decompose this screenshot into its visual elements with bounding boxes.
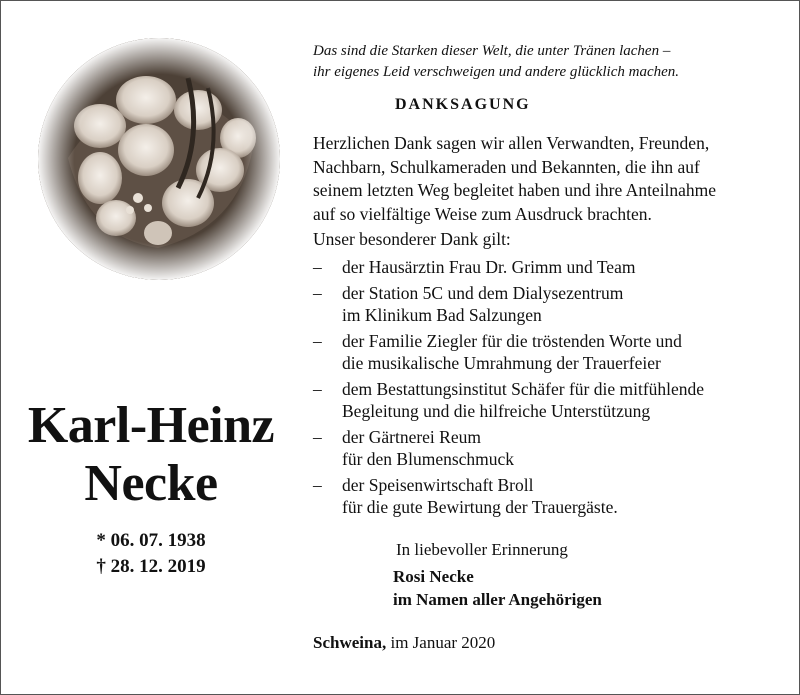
list-item-line: der Hausärztin Frau Dr. Grimm und Team (342, 257, 636, 277)
birth-date: * 06. 07. 1938 (96, 530, 206, 551)
list-item-line: der Speisenwirtschaft Broll (342, 475, 534, 495)
place-and-date (313, 631, 495, 654)
special-thanks-label: Unser besonderer Dank gilt: (313, 229, 511, 249)
motto-line: Das sind die Starken dieser Welt, die unter Tränen lachen – (313, 43, 671, 59)
list-item (313, 426, 704, 470)
flower-bouquet-image (38, 38, 280, 280)
list-item-line: der Station 5C und dem Dialysezentrum (342, 283, 624, 303)
list-item-line: der Gärtnerei Reum (342, 427, 481, 447)
special-thanks-list (313, 256, 704, 522)
flower-bouquet-photo (38, 38, 280, 280)
list-item-line: die musikalische Umrahmung der Trauerfeier (342, 353, 661, 373)
place-town: Schweina, (313, 633, 387, 652)
list-dash: – (313, 257, 322, 277)
motto-line: ihr eigenes Leid verschweigen und andere glücklich machen. (313, 64, 680, 80)
list-item-line: Begleitung und die hilfreiche Unterstützung (342, 401, 651, 421)
list-item-line: der Familie Ziegler für die tröstenden Worte und (342, 331, 682, 351)
deceased-first-name: Karl-Heinz (27, 397, 275, 454)
deceased-last-name: Necke (84, 455, 218, 512)
signer-note: im Namen aller Angehörigen (393, 590, 602, 609)
thanks-line: Herzlichen Dank sagen wir allen Verwandten, Freunden, (313, 133, 710, 153)
signers (393, 565, 602, 611)
list-item (313, 474, 704, 518)
list-item-line: im Klinikum Bad Salzungen (342, 305, 542, 325)
list-item (313, 378, 704, 422)
motto-quote (313, 41, 679, 83)
thanks-line: Nachbarn, Schulkameraden und Bekannten, die ihn auf (313, 156, 700, 177)
list-dash: – (313, 475, 322, 495)
memory-line: In liebevoller Erinnerung (396, 540, 568, 559)
notice-heading: DANKSAGUNG (395, 96, 531, 113)
list-item (313, 330, 704, 374)
death-date: † 28. 12. 2019 (96, 556, 206, 577)
thanks-line: seinem letzten Weg begleitet haben und ihre Anteilnahme (313, 180, 717, 200)
list-dash: – (313, 283, 322, 303)
list-item-line: für die gute Bewirtung der Trauergäste. (342, 497, 618, 517)
list-dash: – (313, 427, 322, 447)
list-item (313, 282, 704, 326)
place-date: im Januar 2020 (386, 633, 496, 652)
thanks-paragraph (313, 132, 716, 226)
list-dash: – (313, 379, 322, 399)
list-item (313, 256, 704, 278)
left-column (1, 1, 301, 695)
signer-name: Rosi Necke (393, 567, 474, 586)
thanks-line: auf so vielfältige Weise zum Ausdruck brachten. (313, 203, 652, 224)
list-dash: – (313, 331, 322, 351)
list-item-line: für den Blumenschmuck (342, 449, 515, 469)
list-item-line: dem Bestattungsinstitut Schäfer für die mitfühlende (342, 379, 705, 399)
life-dates (1, 528, 301, 580)
